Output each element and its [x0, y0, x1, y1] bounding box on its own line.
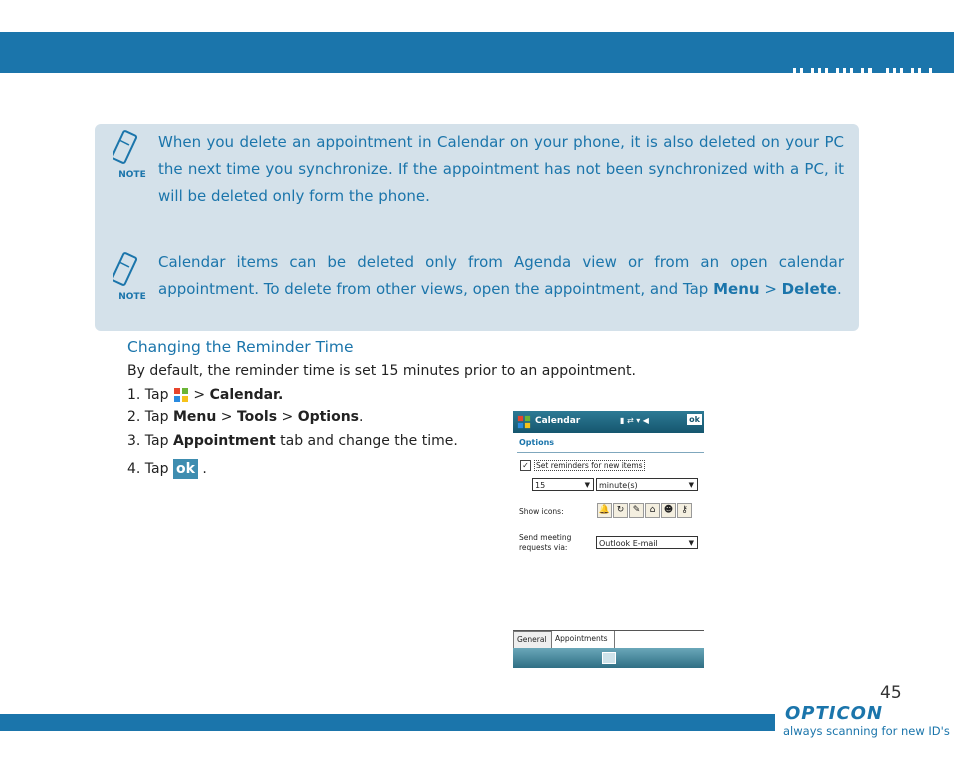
notes-panel — [95, 124, 859, 331]
opticon-logo: OPTICON — [785, 703, 884, 724]
keyboard-icon[interactable] — [602, 652, 616, 664]
checkbox-label: Set reminders for new items — [536, 461, 643, 470]
phone-tabs — [513, 630, 704, 649]
people-icon[interactable]: ☻ — [661, 503, 676, 518]
tab-appointments[interactable]: Appointments — [551, 631, 615, 649]
intro-text: By default, the reminder time is set 15 minutes prior to an appointment. — [127, 363, 636, 379]
ok-button-sample: ok — [173, 459, 198, 479]
note-text: Calendar items can be deleted only from Agenda view or from an open calendar appointment. To delete from other views, open the appointment, and Tap Menu > Delete. — [158, 253, 844, 298]
phone-screenshot — [513, 411, 704, 668]
phone-title: Calendar — [535, 416, 581, 426]
status-icons: ▮ ⇄ ▾ ◀ — [620, 416, 649, 425]
note-label: NOTE — [118, 170, 146, 180]
key-icon[interactable]: ⚷ — [677, 503, 692, 518]
page-number: 45 — [880, 683, 902, 703]
reminder-unit-select[interactable]: minute(s) ▼ — [596, 478, 698, 491]
windows-start-icon — [173, 387, 189, 403]
send-via-select[interactable]: Outlook E-mail ▼ — [596, 536, 698, 549]
note-pencil-icon — [113, 130, 151, 180]
recurring-icon[interactable]: ↻ — [613, 503, 628, 518]
divider — [517, 452, 704, 453]
footer-bar — [0, 714, 775, 731]
tab-general[interactable]: General — [513, 631, 553, 650]
reminder-checkbox[interactable]: ✓ — [520, 460, 531, 471]
step-3: 3. Tap Appointment tab and change the time. — [127, 433, 458, 449]
note-pencil-icon — [113, 252, 151, 302]
phone-title-bar — [513, 411, 704, 433]
header-bar — [0, 32, 954, 73]
note-label: NOTE — [118, 292, 146, 302]
reminder-amount-select[interactable]: 15 ▼ — [532, 478, 594, 491]
step-2: 2. Tap Menu > Tools > Options. — [127, 409, 364, 425]
menu-term: Menu — [713, 280, 760, 298]
tagline: always scanning for new ID's — [783, 724, 950, 738]
options-heading: Options — [519, 438, 555, 447]
step-1: 1. Tap > Calendar. — [127, 387, 284, 403]
delete-term: Delete — [781, 280, 837, 298]
send-label-line2: requests via: — [519, 543, 568, 552]
phone-bottom-bar — [513, 648, 704, 668]
barcode-decoration — [793, 68, 936, 100]
windows-start-icon — [517, 415, 531, 432]
icon-options — [597, 503, 693, 518]
bell-icon[interactable]: 🔔 — [597, 503, 612, 518]
note-icon[interactable]: ✎ — [629, 503, 644, 518]
section-heading: Changing the Reminder Time — [127, 338, 354, 356]
step-4: 4. Tap ok . — [127, 461, 207, 477]
home-icon[interactable]: ⌂ — [645, 503, 660, 518]
note-text: When you delete an appointment in Calendar on your phone, it is also deleted on your PC the next time you synchronize. If the appointment has not been synchronized with a PC, it will be deleted only form the phone. — [158, 133, 844, 205]
phone-ok-button[interactable]: ok — [689, 415, 700, 424]
show-icons-label: Show icons: — [519, 507, 564, 516]
send-label-line1: Send meeting — [519, 533, 572, 542]
